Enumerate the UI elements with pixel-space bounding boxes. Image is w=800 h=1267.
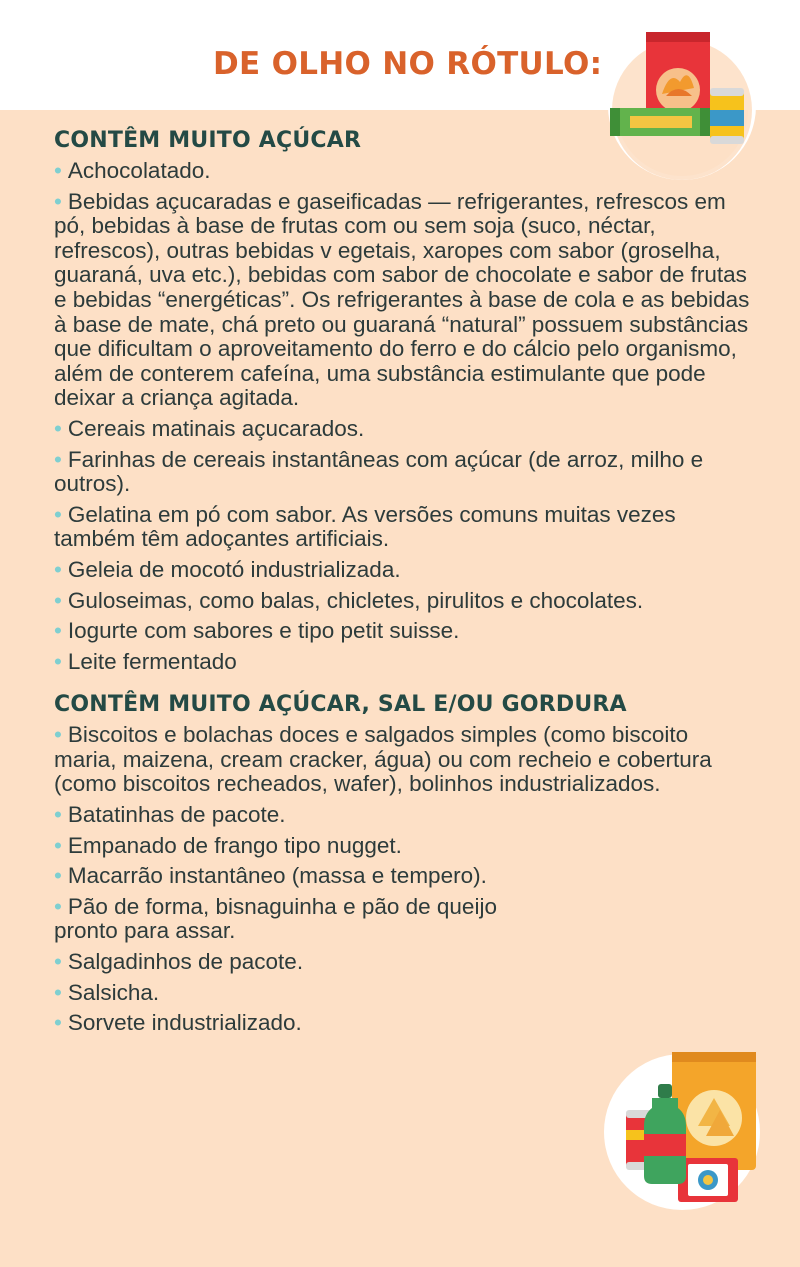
list-item: • Macarrão instantâneo (massa e tempero). — [54, 863, 487, 889]
bullet-icon: • — [54, 722, 62, 748]
bullet-icon: • — [54, 949, 62, 975]
list-item: • Guloseimas, como balas, chicletes, pirulitos e chocolates. — [54, 587, 644, 613]
list-item: • Salgadinhos de pacote. — [54, 949, 304, 975]
list-item: • Biscoitos e bolachas doces e salgados simples (como biscoito maria, maizena, cream cracker, água) ou com recheio e cobertura (como biscoitos recheados, wafer), bolinhos industrializados. — [54, 722, 712, 797]
list-item: • Leite fermentado — [54, 648, 237, 674]
bullet-icon: • — [54, 618, 62, 644]
bullet-icon: • — [54, 863, 62, 889]
list-item: • Sorvete industrializado. — [54, 1010, 302, 1036]
bullet-icon: • — [54, 1010, 62, 1036]
list-item: • Salsicha. — [54, 979, 160, 1005]
list-item: • Iogurte com sabores e tipo petit suisse. — [54, 618, 460, 644]
bullet-icon: • — [54, 415, 62, 441]
bullet-icon: • — [54, 893, 62, 919]
bullet-icon: • — [54, 556, 62, 582]
bullet-icon: • — [54, 648, 62, 674]
list-item: • Farinhas de cereais instantâneas com açúcar (de arroz, milho e outros). — [54, 446, 704, 497]
section-heading-sugar-salt-fat: CONTÊM MUITO AÇÚCAR, SAL E/OU GORDURA — [54, 692, 627, 718]
list-item: • Batatinhas de pacote. — [54, 802, 286, 828]
list-item: • Cereais matinais açucarados. — [54, 415, 365, 441]
bullet-icon: • — [54, 979, 62, 1005]
page-title: DE OLHO NO RÓTULO: — [213, 46, 603, 82]
bullet-icon: • — [54, 832, 62, 858]
section-heading-sugar: CONTÊM MUITO AÇÚCAR — [54, 128, 362, 153]
sugar-salt-fat-list — [54, 723, 754, 1036]
list-item: • Gelatina em pó com sabor. As versões comuns muitas vezes também têm adoçantes artificiais. — [54, 501, 676, 552]
list-item: • Geleia de mocotó industrializada. — [54, 556, 401, 582]
bullet-icon: • — [54, 446, 62, 472]
list-item: • Empanado de frango tipo nugget. — [54, 832, 402, 858]
chips-soda-and-juice-icon — [602, 1048, 760, 1213]
bullet-icon: • — [54, 501, 62, 527]
list-item: • Achocolatado. — [54, 158, 211, 183]
content — [54, 128, 754, 1042]
bullet-icon: • — [54, 587, 62, 613]
bullet-icon: • — [54, 802, 62, 828]
list-item: • Pão de forma, bisnaguinha e pão de queijo pronto para assar. — [54, 893, 497, 944]
bullet-icon: • — [54, 188, 62, 214]
sugar-list — [54, 159, 754, 674]
list-item: • Bebidas açucaradas e gaseificadas — refrigerantes, refrescos em pó, bebidas à base de frutas com ou sem soja (suco, néctar, refrescos), outras bebidas v egetais, xaropes com sabor (groselha, guaraná, uva etc.), bebidas com sabor de chocolate e sabor de frutas e bebidas “energéticas”. Os refrigerantes à base de cola e as bebidas à base de mate, chá preto ou guaraná “natural” possuem substâncias que dificultam o aproveitamento do ferro e do cálcio pelo organismo, além de conterem cafeína, uma substância estimulante que pode deixar a criança agitada. — [54, 188, 750, 411]
bullet-icon: • — [54, 158, 62, 183]
